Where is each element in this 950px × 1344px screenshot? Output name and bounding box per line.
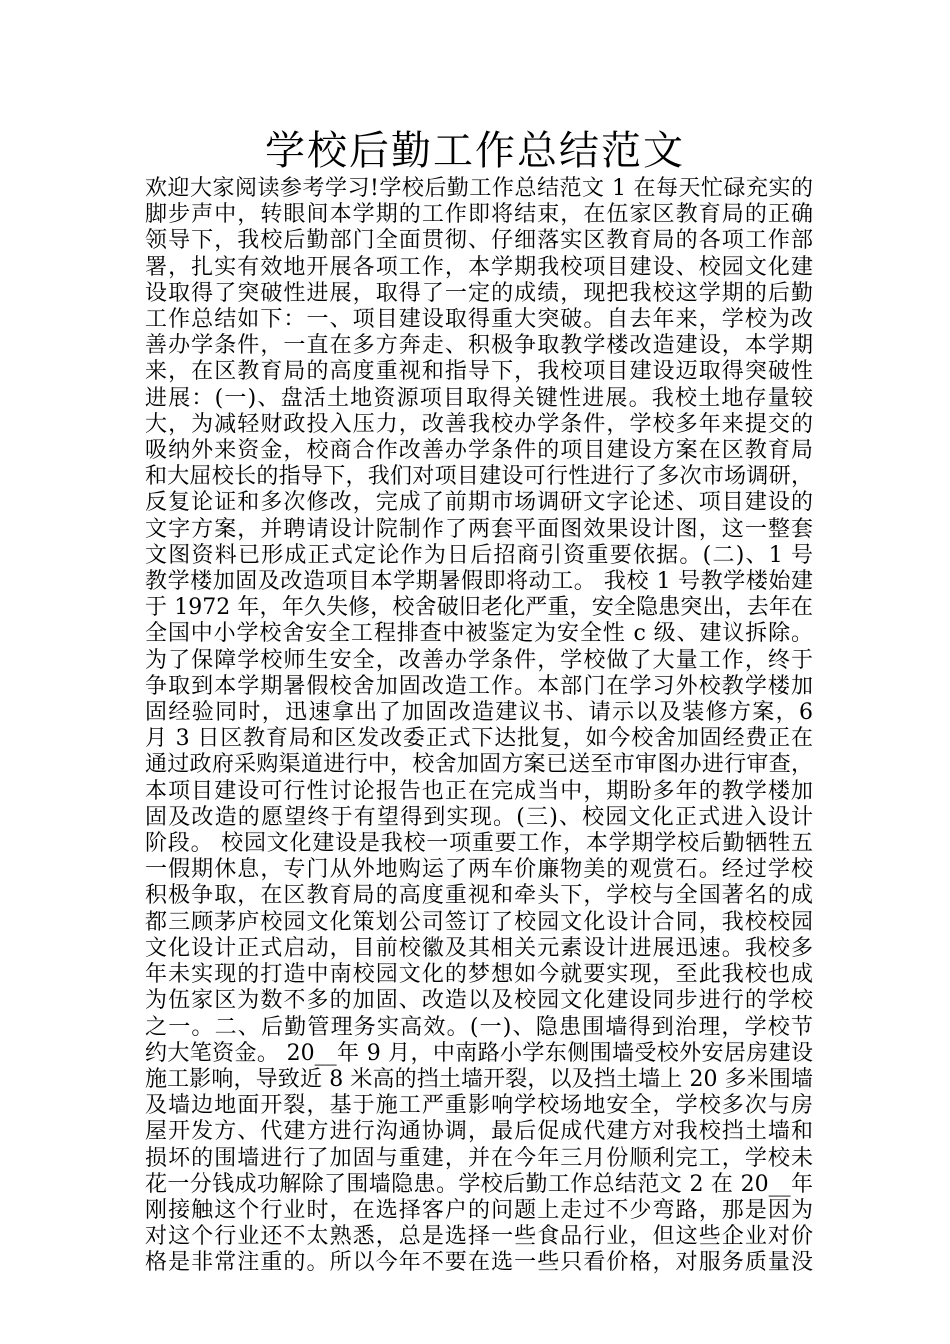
body-line: 年未实现的打造中南校园文化的梦想如今就要实现，至此我校也成 [145, 962, 813, 988]
body-line: 署，扎实有效地开展各项工作，本学期我校项目建设、校园文化建 [145, 254, 813, 280]
body-line: 都三顾茅庐校园文化策划公司签订了校园文化设计合同，我校校园 [145, 909, 813, 935]
body-line: 损坏的围墙进行了加固与重建，并在今年三月份顺利完工，学校未 [145, 1145, 813, 1171]
body-line: 为了保障学校师生安全，改善办学条件，学校做了大量工作，终于 [145, 647, 813, 673]
body-line: 固经验同时，迅速拿出了加固改造建议书、请示以及装修方案，6 [145, 700, 813, 726]
body-line: 大，为减轻财政投入压力，改善我校办学条件，学校多年来提交的 [145, 411, 813, 437]
body-line: 月 3 日区教育局和区发改委正式下达批复，如今校舍加固经费正在 [145, 726, 813, 752]
document-body [145, 176, 813, 1277]
body-line: 争取到本学期暑假校舍加固改造工作。本部门在学习外校教学楼加 [145, 673, 813, 699]
body-line: 格是非常注重的。所以今年不要在选一些只看价格，对服务质量没 [145, 1250, 813, 1276]
body-line: 设取得了突破性进展，取得了一定的成绩，现把我校这学期的后勤 [145, 280, 813, 306]
body-line: 欢迎大家阅读参考学习!学校后勤工作总结范文 1 在每天忙碌充实的 [145, 176, 813, 201]
body-line: 花一分钱成功解除了围墙隐患。学校后勤工作总结范文 2 在 20__年 [145, 1171, 813, 1197]
body-line: 工作总结如下：一、项目建设取得重大突破。自去年来，学校为改 [145, 307, 813, 333]
body-line: 教学楼加固及改造项目本学期暑假即将动工。 我校 1 号教学楼始建 [145, 569, 813, 595]
body-line: 约大笔资金。 20__年 9 月，中南路小学东侧围墙受校外安居房建设 [145, 1040, 813, 1066]
body-line: 一假期休息，专门从外地购运了两车价廉物美的观赏石。经过学校 [145, 857, 813, 883]
body-line: 善办学条件，一直在多方奔走、积极争取教学楼改造建设，本学期 [145, 333, 813, 359]
document-title: 学校后勤工作总结范文 [265, 128, 685, 174]
body-line: 文图资料已形成正式定论作为日后招商引资重要依据。(二)、1 号 [145, 542, 813, 568]
body-line: 屋开发方、代建方进行沟通协调，最后促成代建方对我校挡土墙和 [145, 1119, 813, 1145]
body-line: 通过政府采购渠道进行中，校舍加固方案已送至市审图办进行审查， [145, 752, 813, 778]
body-line: 和大屈校长的指导下，我们对项目建设可行性进行了多次市场调研， [145, 464, 813, 490]
body-line: 吸纳外来资金，校商合作改善办学条件的项目建设方案在区教育局 [145, 438, 813, 464]
body-line: 本项目建设可行性讨论报告也正在完成当中，期盼多年的教学楼加 [145, 778, 813, 804]
body-line: 为伍家区为数不多的加固、改造以及校园文化建设同步进行的学校 [145, 988, 813, 1014]
body-line: 固及改造的愿望终于有望得到实现。(三)、校园文化正式进入设计 [145, 804, 813, 830]
body-line: 于 1972 年，年久失修，校舍破旧老化严重，安全隐患突出，去年在 [145, 595, 813, 621]
body-line: 反复论证和多次修改，完成了前期市场调研文字论述、项目建设的 [145, 490, 813, 516]
body-line: 阶段。 校园文化建设是我校一项重要工作，本学期学校后勤牺牲五 [145, 831, 813, 857]
body-line: 进展：(一)、盘活土地资源项目取得关键性进展。我校土地存量较 [145, 385, 813, 411]
body-line: 脚步声中，转眼间本学期的工作即将结束，在伍家区教育局的正确 [145, 202, 813, 228]
body-line: 刚接触这个行业时，在选择客户的问题上走过不少弯路，那是因为 [145, 1197, 813, 1223]
body-line: 积极争取，在区教育局的高度重视和牵头下，学校与全国著名的成 [145, 883, 813, 909]
body-line: 及墙边地面开裂，基于施工严重影响学校场地安全，学校多次与房 [145, 1093, 813, 1119]
body-line: 领导下，我校后勤部门全面贯彻、仔细落实区教育局的各项工作部 [145, 228, 813, 254]
body-line: 之一。二、后勤管理务实高效。(一)、隐患围墙得到治理，学校节 [145, 1014, 813, 1040]
body-line: 施工影响，导致近 8 米高的挡土墙开裂，以及挡土墙上 20 多米围墙 [145, 1066, 813, 1092]
body-line: 来，在区教育局的高度重视和指导下，我校项目建设迈取得突破性 [145, 359, 813, 385]
body-line: 对这个行业还不太熟悉，总是选择一些食品行业，但这些企业对价 [145, 1224, 813, 1250]
body-line: 文字方案，并聘请设计院制作了两套平面图效果设计图，这一整套 [145, 516, 813, 542]
body-line: 全国中小学校舍安全工程排查中被鉴定为安全性 c 级、建议拆除。 [145, 621, 813, 647]
body-line: 文化设计正式启动，目前校徽及其相关元素设计进展迅速。我校多 [145, 935, 813, 961]
